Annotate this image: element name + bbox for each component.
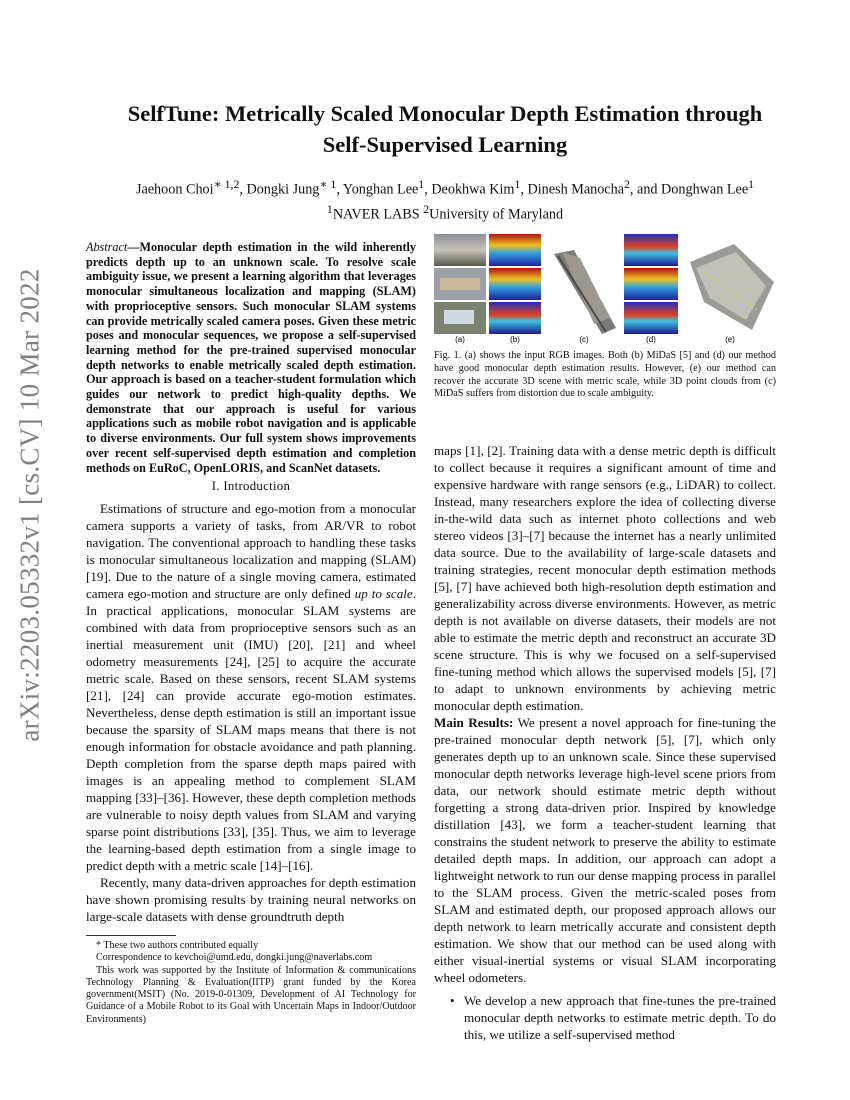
footnote: Correspondence to kevchoi@umd.edu, dongki.jung@naverlabs.com [96, 952, 373, 964]
right-column-body [434, 442, 776, 1043]
author-list: Jaehoon Choi$^{∗ 1,2}$, Dongki Jung$^{∗ 1}$, Yonghan Lee$^1$, Deokhwa Kim$^1$, Dinesh Manocha$^2$, and Donghwan Lee$^1$ [135, 177, 755, 198]
footnote: This work was supported by the Institute of Information & communications Technology Planning & Evaluation(IITP) grant funded by the Korea government(MSIT) (No. 2019-0-01309, Development of AI Technology for Guidance of a Mobile Robot to its Goal with Uncertain Maps in Indoor/Outdoor Environments) [86, 964, 416, 1025]
abstract-label: Abstract [86, 240, 128, 254]
footnote-rule [86, 935, 176, 936]
intro-paragraph: Recently, many data-driven approaches for depth estimation have shown promising results by training neural networks on large-scale datasets with dense groundtruth depth [86, 875, 416, 924]
body-paragraph: maps [1], [2]. Training data with a dense metric depth is difficult to collect because it requires a significant amount of time and expensive hardware with range sensors (e.g., LiDAR) to collect. Instead, many researchers explore the idea of collecting diverse in-the-wild data such as internet photo collections and web stereo videos [3]–[7] because the internet has a nearly unlimited data source. Due to the availability of large-scale datasets and training strategies, recent monocular depth estimation methods [5], [7] have achieved both high-resolution depth estimation and generalizability across diverse environments. However, as metric depth is not available on diverse datasets, their models are not able to estimate the metric depth and reconstruct an accurate 3D scene structure. This is why we focused on a self-supervised fine-tuning method which allows the supervised models [5], [7] to adapt to unknown environments by achieving metric monocular depth estimation. [434, 443, 776, 713]
main-results-paragraph [434, 714, 776, 986]
paper-title [70, 98, 820, 160]
affiliations [70, 200, 820, 225]
section-heading: I. Introduction [211, 479, 291, 493]
footnote: * These two authors contributed equally [96, 940, 259, 951]
figure-label: (d) [646, 335, 656, 344]
midas-point-cloud [554, 250, 616, 334]
author-sup: 1 [748, 177, 755, 191]
abstract [86, 240, 416, 475]
author-sup: ∗ 1 [319, 177, 337, 191]
bullet-item: • We develop a new approach that fine-tunes the pre-trained monocular depth networks to estimate metric depth. To do this, we utilize a self-supervised method [434, 992, 776, 1043]
figure-label: (b) [510, 335, 520, 344]
text-run: We present a novel approach for fine-tuning the pre-trained monocular depth network [5], [7], which only generates depth up to an unknown scale. Since these supervised monocular depth networks leverage high-level scene priors from data, our network should estimate metric depth without forgetting a strong data-driven prior. Inspired by knowledge distillation [43], we form a teacher-student learning that constrains the student network to preserve the ability to estimate detailed depth maps. In addition, our approach can adopt a lightweight network to run our dense mapping process in parallel to the SLAM process. Given the metric-scaled poses from SLAM and estimated depth, our proposed approach allows our depth network to learn metrically accurate and consistent depth estimation. We show that our method can be used along with either visual-inertial systems or visual SLAM incorporating wheel odometers. [434, 715, 776, 985]
abstract-dash: — [127, 240, 140, 254]
rgb-image-column [434, 234, 486, 334]
figure-1 [434, 232, 776, 344]
author-block [70, 175, 820, 224]
text-run: Estimations of structure and ego-motion from a monocular camera supports a variety of tasks, from AR/VR to robot navigation. The conventional approach to handling these tasks is monocular simultaneous localization and mapping (SLAM) [19]. Due to the nature of a single moving camera, estimated camera ego-motion and structure are only defined [86, 501, 416, 601]
figure-caption: Fig. 1. (a) shows the input RGB images. Both (b) MiDaS [5] and (d) our method have good monocular depth estimation results. However, (e) our method can recover the accurate 3D scene with metric scale, while 3D point clouds from (c) MiDaS suffers from distortion due to scale ambiguity. [434, 350, 776, 400]
emphasis: up to scale [354, 586, 413, 601]
affiliation-sup: 2 [423, 201, 430, 216]
text-run: . In practical applications, monocular SLAM systems are combined with data from proprioceptive sensors such as an inertial measurement unit (IMU) [20], [21] and wheel odometry measurements [24], [25] to acquire the accurate metric scale. Based on these sensors, recent SLAM systems [21], [24] can provide accurate ego-motion estimates. Nevertheless, dense depth estimation is still an important issue because the sparsity of SLAM maps means that there is not enough information for obstacle avoidance and path planning. Depth completion from the sparse depth maps paired with images is an appealing method to complement SLAM mapping [33]–[36]. However, these depth completion methods are vulnerable to noisy depth values from SLAM and varying sparse point distributions [33], [35]. Thus, we aim to leverage the learning-based depth estimation from a single image to predict depth with a metric scale [14]–[16]. [86, 586, 417, 873]
author-sup: 2 [624, 177, 630, 191]
author-name: and Donghwan Lee [637, 181, 749, 198]
left-column-body [86, 500, 416, 925]
our-depth-column [624, 234, 678, 334]
author-name: Jaehoon Choi [135, 181, 214, 198]
arxiv-side-stamp [10, 268, 50, 742]
affiliation: University of Maryland [429, 206, 564, 223]
title-line-1: SelfTune: Metrically Scaled Monocular Depth Estimation through [127, 101, 763, 126]
author-sup: 1 [418, 177, 425, 191]
abstract-text: Monocular depth estimation in the wild inherently predicts depth up to an unknown scale. To resolve scale ambiguity issue, we present a learning algorithm that leverages monocular simultaneous localization and mapping (SLAM) with proprioceptive sensors. Such monocular SLAM systems can provide metrically scaled camera poses. Given these metric poses and monocular sequences, we propose a self-supervised learning method for the pre-trained supervised monocular depth networks to enable metrically scaled depth estimation. Our approach is based on a teacher-student formulation which guides our network to predict high-quality depths. We demonstrate that our approach is useful for various applications such as mobile robot navigation and is applicable to diverse environments. Our full system shows improvements over recent self-supervised depth estimation and completion methods on EuRoC, OpenLORIS, and ScanNet datasets. [86, 240, 416, 475]
arxiv-identifier: arXiv:2203.05332v1 [cs.CV] 10 Mar 2022 [14, 268, 45, 742]
author-sup: ∗ 1,2 [213, 177, 240, 191]
author-name: Yonghan Lee [342, 181, 419, 198]
author-sup: 1 [514, 177, 521, 191]
title-line-2: Self-Supervised Learning [322, 132, 568, 157]
midas-depth-column [489, 234, 541, 334]
figure-label: (c) [579, 335, 589, 344]
intro-paragraph [86, 500, 416, 874]
affiliation-sup: 1 [326, 201, 333, 216]
author-name: Dinesh Manocha [527, 181, 624, 198]
our-point-cloud [690, 244, 774, 330]
author-name: Dongki Jung [246, 181, 320, 198]
affiliation: NAVER LABS [332, 206, 420, 223]
footnotes [86, 935, 416, 1026]
figure-label: (e) [725, 335, 735, 344]
figure-label: (a) [455, 335, 465, 344]
author-name: Deokhwa Kim [431, 181, 515, 198]
run-in-heading: Main Results: [434, 715, 514, 730]
